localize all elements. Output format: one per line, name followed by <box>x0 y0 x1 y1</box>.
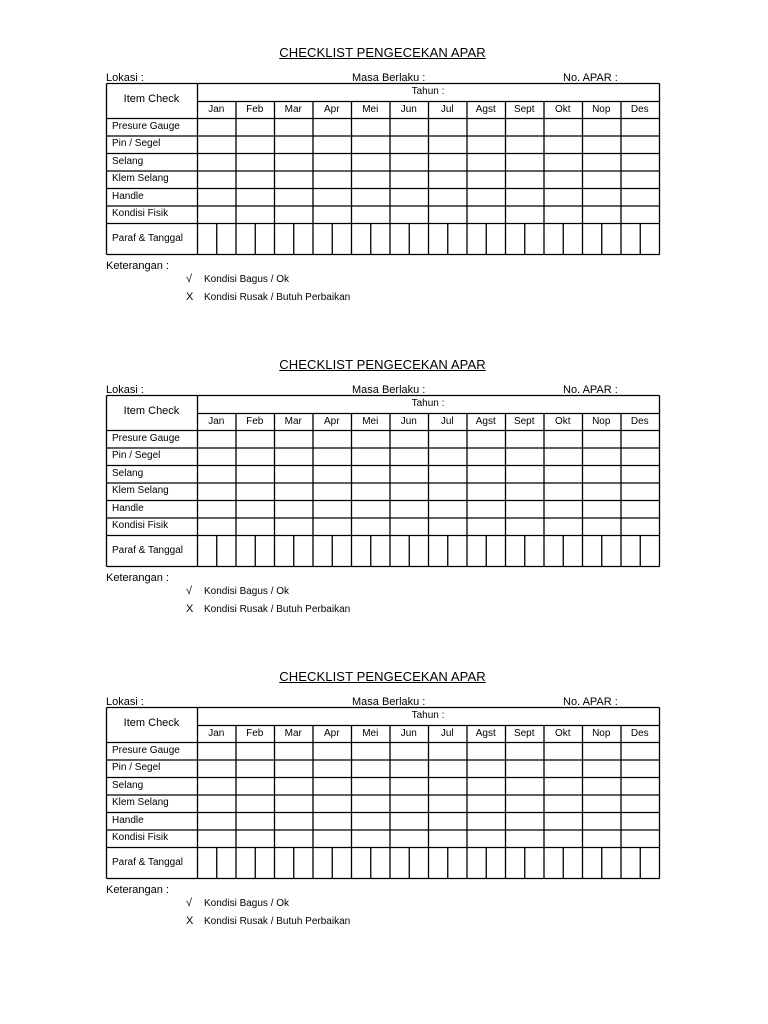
row-label-6: Kondisi Fisik <box>112 832 169 844</box>
check-mark-icon: √ <box>186 897 193 909</box>
month-header-nop: Nop <box>592 104 611 115</box>
month-header-okt: Okt <box>554 728 571 739</box>
month-header-des: Des <box>630 728 649 739</box>
month-header-jun: Jun <box>400 416 417 427</box>
no-apar-label: No. APAR : <box>563 384 618 396</box>
legend-text: Kondisi Bagus / Ok <box>204 274 290 285</box>
month-header-feb: Feb <box>246 104 264 115</box>
lokasi-label: Lokasi : <box>106 696 144 708</box>
month-header-des: Des <box>630 104 649 115</box>
legend-text: Kondisi Rusak / Butuh Perbaikan <box>204 292 351 303</box>
month-header-jul: Jul <box>440 104 454 115</box>
cross-mark-icon: X <box>186 915 194 927</box>
month-header-mei: Mei <box>362 416 379 427</box>
month-header-jun: Jun <box>400 728 417 739</box>
month-header-feb: Feb <box>246 728 264 739</box>
legend-text: Kondisi Bagus / Ok <box>204 898 290 909</box>
item-check-header: Item Check <box>123 405 180 417</box>
month-header-apr: Apr <box>323 728 340 739</box>
row-label-3: Selang <box>112 467 144 479</box>
keterangan-label: Keterangan : <box>106 260 169 272</box>
row-label-7: Paraf & Tanggal <box>112 232 183 244</box>
legend-text: Kondisi Rusak / Butuh Perbaikan <box>204 604 351 615</box>
month-header-sept: Sept <box>513 728 535 739</box>
month-header-des: Des <box>630 416 649 427</box>
tahun-header: Tahun : <box>411 710 445 721</box>
row-label-2: Pin / Segel <box>112 138 161 150</box>
month-header-apr: Apr <box>323 104 340 115</box>
month-header-sept: Sept <box>513 416 535 427</box>
legend-item-1 <box>186 585 289 597</box>
month-header-jan: Jan <box>208 104 225 115</box>
row-label-3: Selang <box>112 779 144 791</box>
row-label-4: Klem Selang <box>112 173 169 185</box>
no-apar-label: No. APAR : <box>563 696 618 708</box>
month-header-jun: Jun <box>400 104 417 115</box>
row-label-7: Paraf & Tanggal <box>112 544 183 556</box>
month-header-mar: Mar <box>284 104 302 115</box>
cross-mark-icon: X <box>186 291 194 303</box>
legend-text: Kondisi Rusak / Butuh Perbaikan <box>204 916 351 927</box>
month-header-apr: Apr <box>323 416 340 427</box>
legend-item-2 <box>186 915 350 927</box>
row-label-6: Kondisi Fisik <box>112 208 169 220</box>
month-header-mar: Mar <box>284 728 302 739</box>
no-apar-label: No. APAR : <box>563 72 618 84</box>
tahun-header: Tahun : <box>411 398 445 409</box>
month-header-agst: Agst <box>475 416 496 427</box>
month-header-feb: Feb <box>246 416 264 427</box>
month-header-okt: Okt <box>554 416 571 427</box>
form-title: CHECKLIST PENGECEKAN APAR <box>279 669 486 684</box>
row-label-1: Presure Gauge <box>112 432 180 444</box>
row-label-5: Handle <box>112 502 144 514</box>
row-label-2: Pin / Segel <box>112 762 161 774</box>
month-header-jan: Jan <box>208 728 225 739</box>
row-label-1: Presure Gauge <box>112 120 180 132</box>
lokasi-label: Lokasi : <box>106 384 144 396</box>
legend-item-1 <box>186 273 289 285</box>
lokasi-label: Lokasi : <box>106 72 144 84</box>
month-header-sept: Sept <box>513 104 535 115</box>
month-header-mei: Mei <box>362 104 379 115</box>
item-check-header: Item Check <box>123 717 180 729</box>
checklist-table <box>106 707 659 878</box>
month-header-jul: Jul <box>440 728 454 739</box>
row-label-7: Paraf & Tanggal <box>112 856 183 868</box>
cross-mark-icon: X <box>186 603 194 615</box>
row-label-4: Klem Selang <box>112 797 169 809</box>
legend-item-2 <box>186 291 350 303</box>
masa-berlaku-label: Masa Berlaku : <box>352 72 426 84</box>
check-mark-icon: √ <box>186 273 193 285</box>
checklist-table <box>106 395 659 566</box>
month-header-nop: Nop <box>592 728 611 739</box>
keterangan-label: Keterangan : <box>106 572 169 584</box>
month-header-mei: Mei <box>362 728 379 739</box>
month-header-jul: Jul <box>440 416 454 427</box>
legend-item-2 <box>186 603 350 615</box>
form-title: CHECKLIST PENGECEKAN APAR <box>279 45 486 60</box>
checklist-table <box>106 83 659 254</box>
month-header-jan: Jan <box>208 416 225 427</box>
check-mark-icon: √ <box>186 585 193 597</box>
masa-berlaku-label: Masa Berlaku : <box>352 384 426 396</box>
masa-berlaku-label: Masa Berlaku : <box>352 696 426 708</box>
month-header-agst: Agst <box>475 728 496 739</box>
month-header-mar: Mar <box>284 416 302 427</box>
row-label-6: Kondisi Fisik <box>112 520 169 532</box>
row-label-5: Handle <box>112 190 144 202</box>
row-label-1: Presure Gauge <box>112 744 180 756</box>
form-title: CHECKLIST PENGECEKAN APAR <box>279 357 486 372</box>
item-check-header: Item Check <box>123 93 180 105</box>
keterangan-label: Keterangan : <box>106 884 169 896</box>
row-label-4: Klem Selang <box>112 485 169 497</box>
tahun-header: Tahun : <box>411 86 445 97</box>
legend-text: Kondisi Bagus / Ok <box>204 586 290 597</box>
row-label-2: Pin / Segel <box>112 450 161 462</box>
month-header-okt: Okt <box>554 104 571 115</box>
row-label-3: Selang <box>112 155 144 167</box>
row-label-5: Handle <box>112 814 144 826</box>
month-header-nop: Nop <box>592 416 611 427</box>
legend-item-1 <box>186 897 289 909</box>
month-header-agst: Agst <box>475 104 496 115</box>
